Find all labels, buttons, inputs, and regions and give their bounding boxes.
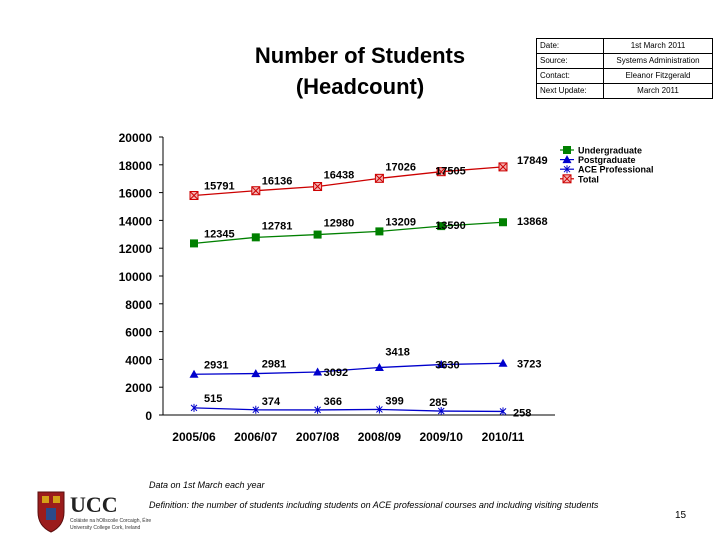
logo-subtext: Coláiste na hOllscoile Corcaigh, Éire <box>70 518 152 524</box>
y-tick-label: 4000 <box>125 353 152 368</box>
data-label: 374 <box>261 395 281 408</box>
x-tick-label: 2006/07 <box>234 430 278 444</box>
data-label: 16438 <box>323 169 355 182</box>
data-label: 2981 <box>261 358 287 371</box>
logo-text: UCC <box>70 492 118 517</box>
data-label: 3630 <box>435 359 460 372</box>
data-point <box>252 234 259 241</box>
data-point-shape <box>500 219 507 226</box>
data-label: 285 <box>429 397 448 410</box>
y-tick-label: 18000 <box>118 158 152 173</box>
legend-label: Total <box>578 174 599 185</box>
data-note: Data on 1st March each year <box>149 480 265 490</box>
ucc-logo <box>34 488 164 534</box>
info-key: Contact: <box>537 69 604 84</box>
title-line-1: Number of Students <box>254 43 466 68</box>
info-value: Systems Administration <box>604 54 713 69</box>
page-number: 15 <box>675 510 687 521</box>
data-label: 2931 <box>204 359 229 372</box>
data-point-shape <box>376 228 383 235</box>
info-key: Next Update: <box>537 84 604 99</box>
data-point <box>314 183 322 191</box>
x-tick-label: 2009/10 <box>419 430 463 444</box>
y-tick-label: 6000 <box>125 325 152 340</box>
data-label: 13868 <box>517 216 548 229</box>
y-tick-label: 2000 <box>125 381 152 396</box>
x-tick-label: 2008/09 <box>357 430 402 444</box>
info-value: Eleanor Fitzgerald <box>604 69 713 84</box>
data-label: 12781 <box>261 220 293 233</box>
data-point <box>190 192 198 200</box>
data-label: 12980 <box>323 217 355 230</box>
info-key: Date: <box>537 39 604 54</box>
y-tick-label: 8000 <box>125 297 152 312</box>
data-label: 13590 <box>435 220 466 233</box>
data-label: 515 <box>204 392 223 405</box>
y-tick-label: 16000 <box>118 186 152 201</box>
info-key: Source: <box>537 54 604 69</box>
data-label: 17505 <box>435 165 466 178</box>
y-tick-label: 12000 <box>118 242 152 257</box>
data-label: 399 <box>385 395 404 408</box>
data-point <box>314 231 321 238</box>
crest-icon <box>38 492 64 532</box>
y-tick-label: 10000 <box>118 270 152 284</box>
legend-marker <box>564 147 571 154</box>
data-label: 15791 <box>204 180 235 193</box>
x-tick-label: 2010/11 <box>481 430 525 444</box>
data-label: 13209 <box>385 216 416 229</box>
data-point-shape <box>314 231 321 238</box>
data-label: 17026 <box>385 161 416 174</box>
y-tick-label: 0 <box>145 409 152 423</box>
data-label: 3092 <box>323 367 349 380</box>
data-point <box>375 174 383 182</box>
data-point <box>376 228 383 235</box>
title-line-2: (Headcount) <box>295 74 425 99</box>
legend-label: Postgraduate <box>578 155 636 166</box>
data-point <box>191 240 198 247</box>
info-value: 1st March 2011 <box>604 39 713 54</box>
logo-subtext: University College Cork, Ireland <box>70 525 141 531</box>
data-point <box>500 219 507 226</box>
data-label: 16136 <box>261 175 293 188</box>
x-tick-label: 2005/06 <box>172 430 216 444</box>
data-point <box>252 187 260 195</box>
data-label: 366 <box>323 395 342 408</box>
data-label: 258 <box>513 407 532 420</box>
series-line <box>194 408 503 412</box>
info-value: March 2011 <box>604 84 713 99</box>
definition-note: Definition: the number of students including students on ACE professional courses and including visiting students <box>149 500 599 510</box>
legend-marker <box>563 175 571 183</box>
data-point-shape <box>252 234 259 241</box>
data-label: 17849 <box>517 154 548 167</box>
data-point <box>499 163 507 171</box>
x-tick-label: 2007/08 <box>295 430 340 444</box>
data-point-shape <box>191 240 198 247</box>
legend-label: ACE Professional <box>578 164 654 175</box>
data-label: 12345 <box>204 228 235 241</box>
legend-label: Undergraduate <box>578 145 643 156</box>
legend-marker-shape <box>564 147 571 154</box>
y-tick-label: 14000 <box>118 214 152 229</box>
data-label: 3723 <box>517 358 542 371</box>
y-tick-label: 20000 <box>118 131 152 145</box>
data-label: 3418 <box>385 346 410 359</box>
